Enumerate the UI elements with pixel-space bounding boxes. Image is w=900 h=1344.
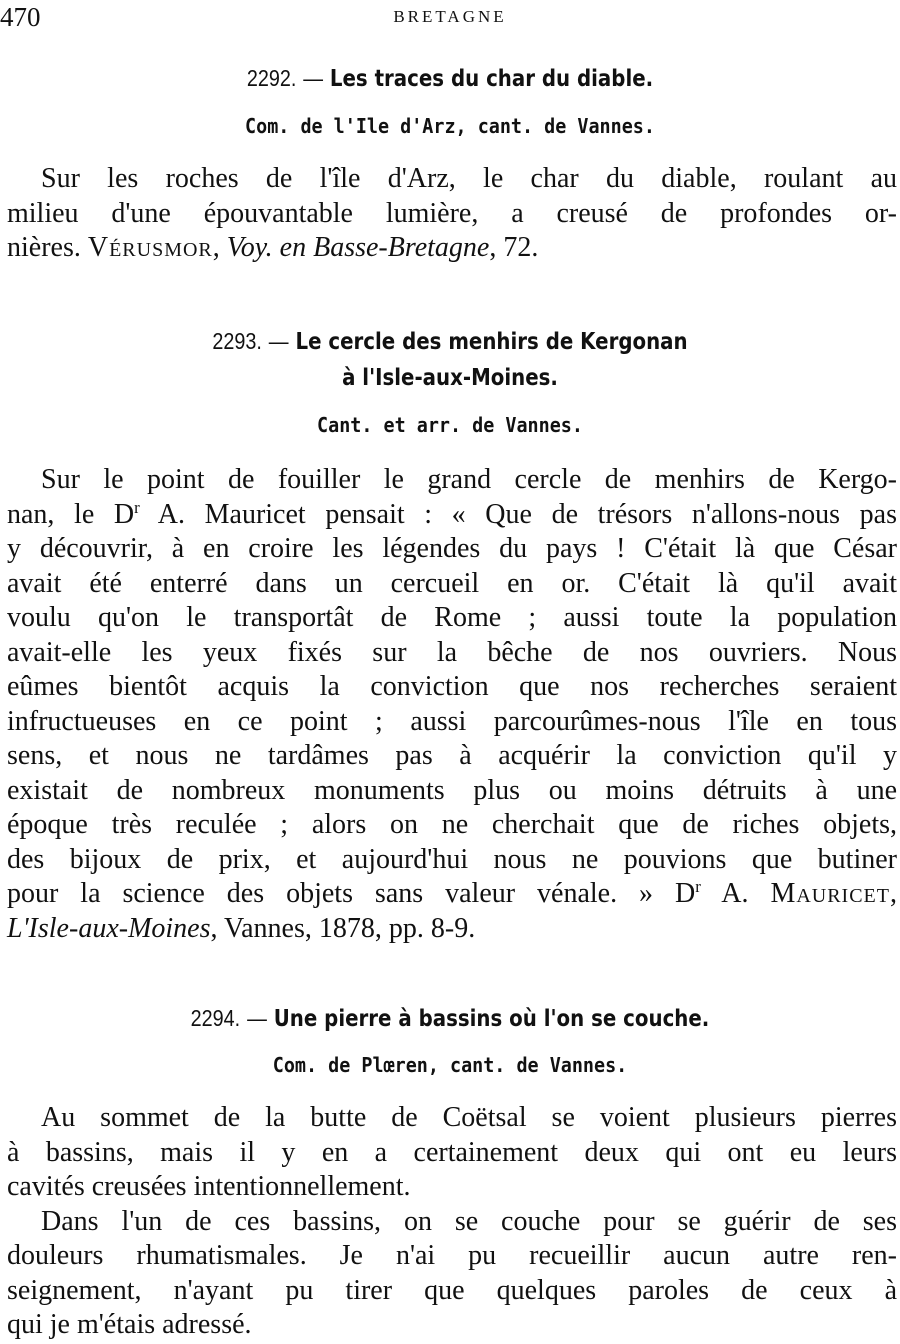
citation-page: , 72. [489, 232, 539, 263]
text-line: à bassins, mais il y en a certainement deux qui ont eu leurs [7, 1136, 897, 1168]
text-line: Au sommet de la butte de Coëtsal se voient plusieurs pierres [41, 1102, 897, 1133]
text-line: y découvrir, à en croire les légendes du pays ! C'était là que César [7, 533, 897, 564]
text-line: avait été enterré dans un cercueil en or. C'était là qu'il avait [7, 567, 897, 599]
text-fragment: A. [700, 878, 771, 909]
entry-heading-2293-line2: à l'Isle-aux-Moines. [342, 365, 558, 391]
citation-author: Vérusmor [87, 232, 213, 263]
text-line: Sur les roches de l'île d'Arz, le char du diable, roulant au [41, 163, 897, 194]
entry-number: 2293. [212, 328, 262, 354]
text-line: existait de nombreux monuments plus ou moins détruits à une [7, 774, 897, 806]
entry-heading-2294 [63, 1000, 837, 1037]
text-line: seignement, n'ayant pu tirer que quelques paroles de ceux à [7, 1274, 897, 1306]
citation-work: Voy. en Basse-Bretagne [226, 232, 490, 263]
text-line [7, 498, 897, 533]
entry-location-2293: Cant. et arr. de Vannes. [317, 413, 583, 437]
text-line: milieu d'une épouvantable lumière, a creusé de profondes or- [7, 197, 897, 229]
text-line: Dans l'un de ces bassins, on se couche pour se guérir de ses [41, 1205, 897, 1237]
text-line: avait-elle les yeux fixés sur la bêche de nos ouvriers. Nous [7, 636, 897, 668]
entry-text-2293 [7, 463, 897, 946]
text-line: voulu qu'on le transportât de Rome ; aussi toute la population [7, 602, 897, 633]
superscript: r [134, 497, 140, 517]
entry-dash: — [247, 1005, 267, 1031]
citation-rest: , Vannes, 1878, pp. 8-9. [210, 912, 476, 944]
citation-work: L'Isle-aux-Moines [7, 912, 211, 944]
text-line: eûmes bientôt acquis la conviction que nos recherches seraient [7, 671, 897, 702]
entry-title: Une pierre à bassins où l'on se couche. [273, 1006, 710, 1032]
entry-text-2294 [7, 1101, 897, 1343]
entry-title: Les traces du char du diable. [329, 66, 654, 92]
entry-text-2292 [7, 162, 897, 266]
entry-number: 2294. [190, 1005, 241, 1031]
citation-line: nières. Vérusmor, Voy. en Basse-Bretagne, 72. [7, 232, 539, 263]
citation-author: Mauricet [770, 878, 890, 909]
text-line: cavités creusées intentionnellement. [7, 1171, 411, 1202]
text-line: Sur le point de fouiller le grand cercle de menhirs de Kergo- [41, 464, 897, 495]
entry-dash: — [303, 65, 324, 91]
page-number: 470 [0, 2, 41, 32]
text-fragment: A. Mauricet pensait : « Que de trésors n'allons-nous pas [139, 498, 897, 530]
entry-location-2292: Com. de l'Ile d'Arz, cant. de Vannes. [245, 114, 655, 138]
citation-prefix: nières. [7, 232, 81, 263]
superscript: r [695, 876, 701, 896]
text-line: époque très reculée ; alors on ne cherchait que de riches objets, [7, 809, 897, 840]
text-line [7, 877, 897, 912]
entry-location-2294: Com. de Plœren, cant. de Vannes. [272, 1053, 628, 1077]
entry-dash: — [268, 328, 289, 354]
running-title: BRETAGNE [393, 7, 507, 26]
text-fragment: pour la science des objets sans valeur vénale. » D [7, 878, 696, 909]
text-fragment: nan, le D [7, 498, 135, 530]
entry-title: Le cercle des menhirs de Kergonan [295, 329, 688, 355]
entry-number: 2292. [246, 65, 297, 91]
text-line: sens, et nous ne tardâmes pas à acquérir la conviction qu'il y [7, 740, 897, 771]
text-line: infructueuses en ce point ; aussi parcourûmes-nous l'île en tous [7, 705, 897, 737]
text-line: douleurs rhumatismales. Je n'ai pu recueillir aucun autre ren- [7, 1240, 897, 1271]
running-head [0, 2, 900, 32]
citation-line [7, 912, 897, 947]
entry-heading-2293 [63, 323, 837, 360]
text-fragment: , [890, 878, 897, 909]
entry-heading-2292 [63, 60, 837, 97]
text-line: des bijoux de prix, et aujourd'hui nous ne pouvions que butiner [7, 843, 897, 875]
text-line: qui je m'étais adressé. [7, 1309, 252, 1340]
